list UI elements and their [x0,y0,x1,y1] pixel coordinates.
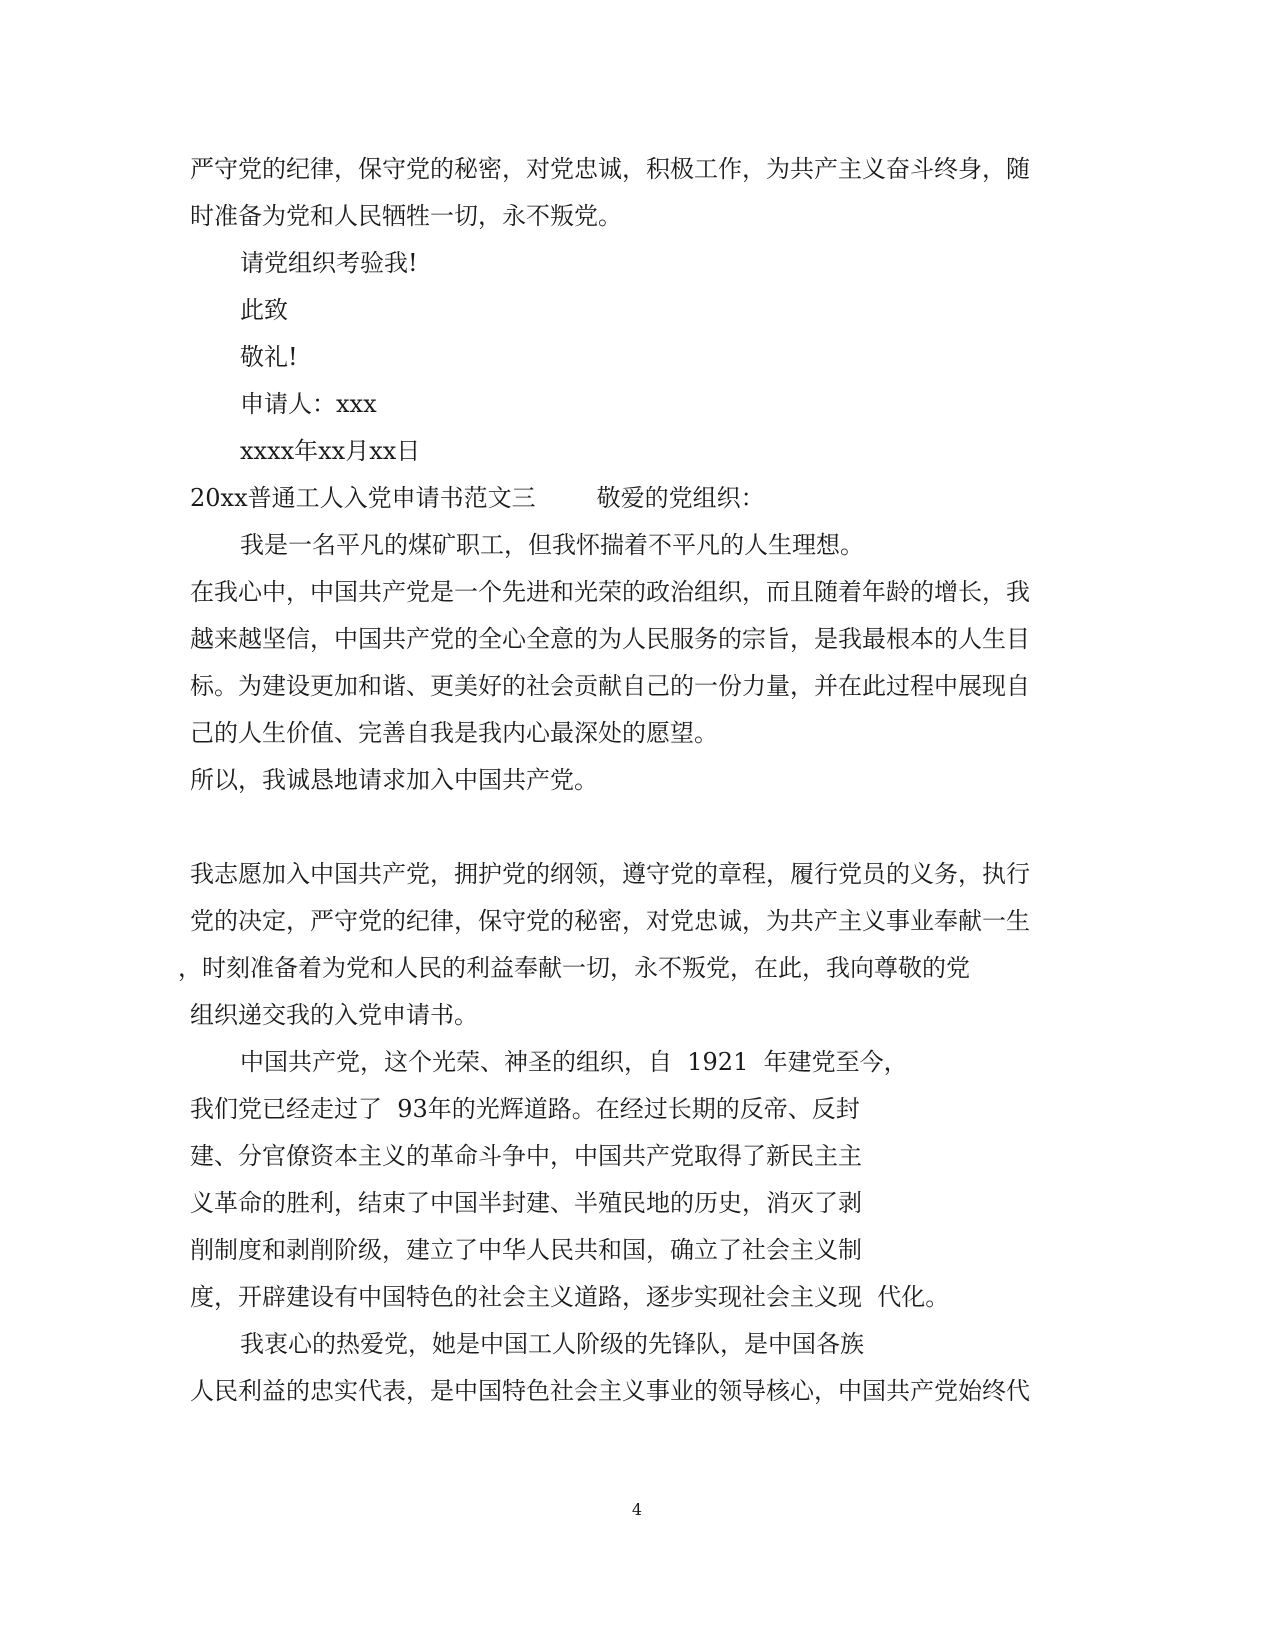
text-line: 我衷心的热爱党，她是中国工人阶级的先锋队，是中国各族 [240,1330,864,1358]
text-line: 建、分官僚资本主义的革命斗争中，中国共产党取得了新民主主 [190,1142,862,1170]
text-line: 越来越坚信，中国共产党的全心全意的为人民服务的宗旨，是我最根本的人生目 [190,625,1030,653]
text-line: 标。为建设更加和谐、更美好的社会贡献自己的一份力量，并在此过程中展现自 [190,672,1030,700]
text-line: 时准备为党和人民牺牲一切，永不叛党。 [190,202,622,230]
text-line: 申请人：xxx [240,390,377,418]
text-line: 严守党的纪律，保守党的秘密，对党忠诚，积极工作，为共产主义奋斗终身，随 [190,155,1030,183]
text-line: 组织递交我的入党申请书。 [190,1001,478,1029]
text-line: 此致 [240,296,288,324]
text-line: 度，开辟建设有中国特色的社会主义道路，逐步实现社会主义现 代化。 [190,1283,950,1311]
text-line: 我是一名平凡的煤矿职工，但我怀揣着不平凡的人生理想。 [240,531,864,559]
text-line: 在我心中，中国共产党是一个先进和光荣的政治组织，而且随着年龄的增长，我 [190,578,1030,606]
text-line: xxxx年xx月xx日 [240,437,421,465]
page-number: 4 [631,1500,643,1519]
text-line: 请党组织考验我! [240,249,418,277]
section-heading: 20xx普通工人入党申请书范文三 敬爱的党组织： [190,484,765,512]
text-line: 我们党已经走过了 93年的光辉道路。在经过长期的反帝、反封 [190,1095,860,1123]
text-line: 我志愿加入中国共产党，拥护党的纲领，遵守党的章程，履行党员的义务，执行 [190,860,1030,888]
text-line: 党的决定，严守党的纪律，保守党的秘密，对党忠诚，为共产主义事业奉献一生 [190,907,1030,935]
text-line: 人民利益的忠实代表，是中国特色社会主义事业的领导核心，中国共产党始终代 [190,1377,1030,1405]
text-line: 削制度和剥削阶级，建立了中华人民共和国，确立了社会主义制 [190,1236,862,1264]
text-line: ，时刻准备着为党和人民的利益奉献一切，永不叛党，在此，我向尊敬的党 [178,954,970,982]
text-line: 己的人生价值、完善自我是我内心最深处的愿望。 [190,719,718,747]
text-line: 中国共产党，这个光荣、神圣的组织，自 1921 年建党至今， [240,1048,908,1076]
text-line: 义革命的胜利，结束了中国半封建、半殖民地的历史，消灭了剥 [190,1189,862,1217]
text-line: 所以，我诚恳地请求加入中国共产党。 [190,766,598,794]
text-line: 敬礼! [240,343,298,371]
